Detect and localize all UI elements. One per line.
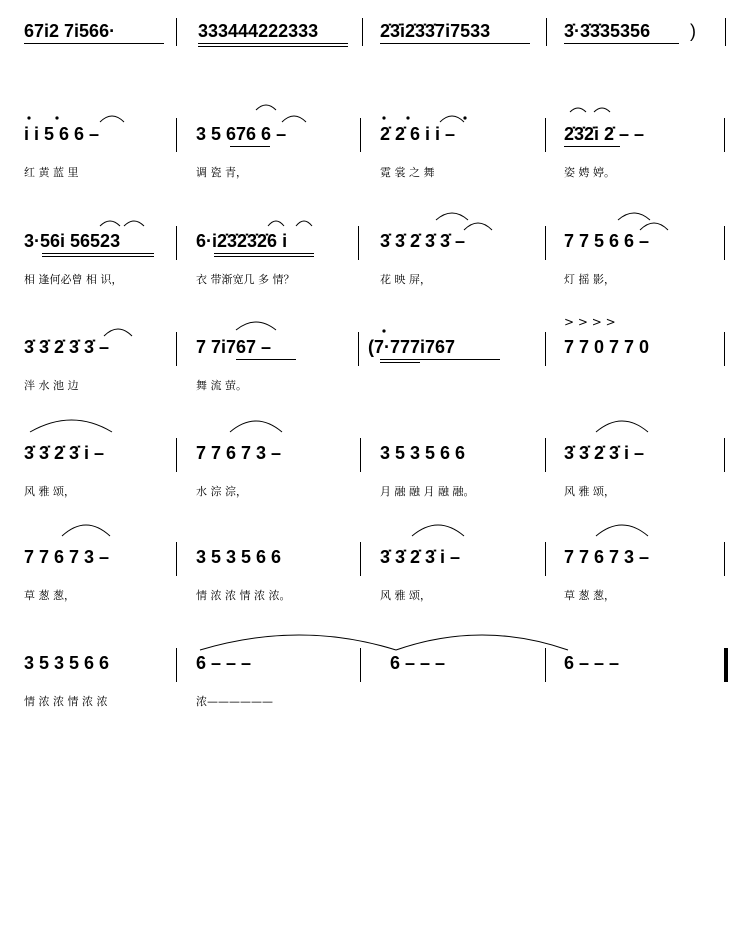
measure-notes: 3̇ 3̇ 2̇ 3̇ i – [564, 443, 645, 463]
slur [236, 322, 276, 330]
measure-notes: (7·777i767 [368, 337, 456, 357]
measure-notes: 3̇ 3̇ 2̇ 3̇ 3̇ – [380, 231, 466, 251]
lyrics: 红 黄 蓝 里 [24, 166, 79, 179]
barline [545, 648, 546, 682]
measure-notes: 7 7 6 7 3 – [196, 443, 282, 463]
octave-dot [382, 116, 385, 119]
slur [596, 525, 648, 536]
lyrics: 舞 流 萤。 [196, 379, 247, 392]
underline [380, 43, 530, 44]
slur [464, 223, 492, 230]
underline [198, 43, 348, 44]
octave-dot [27, 116, 30, 119]
underline [214, 253, 314, 254]
measure-notes: 7 7i767 – [196, 337, 272, 357]
barline [724, 118, 725, 152]
final-barline [724, 648, 728, 682]
slur [296, 221, 312, 226]
lyrics: 浓—————— [196, 695, 273, 708]
slur [104, 329, 132, 336]
slur [282, 116, 306, 122]
lyrics: 风 雅 颂， [380, 589, 431, 602]
slur [618, 213, 650, 220]
underline [380, 362, 420, 363]
slur [268, 221, 284, 226]
measure-notes: 7 7 6 7 3 – [24, 547, 110, 567]
measure-notes: 3̇ 3̇ 2̇ 3̇ 3̇ – [24, 337, 110, 357]
barline [724, 438, 725, 472]
measure-notes: 3̇ 3̇ 2̇ 3̇ i – [380, 547, 461, 567]
barline [724, 332, 725, 366]
octave-dot [382, 329, 385, 332]
lyrics: 霓 裳 之 舞 [380, 166, 435, 179]
slur [256, 105, 276, 110]
slur [436, 213, 468, 220]
measure-notes: 333444222333 [198, 21, 319, 41]
measure-notes: 3̇·3̇3̇35356 [564, 21, 651, 41]
measure-notes: 3 5 3 5 6 6 [24, 653, 110, 673]
lyrics: 草 葱 葱， [564, 589, 615, 602]
slur [62, 525, 110, 536]
slur [100, 221, 120, 226]
slur [640, 223, 668, 230]
measure-notes: 3 5 3 5 6 6 [380, 443, 466, 463]
lyrics: 花 映 屏， [380, 273, 431, 286]
lyrics: 水 淙 淙， [196, 485, 247, 498]
barline [545, 438, 546, 472]
close-paren: ) [690, 21, 696, 41]
measure-notes: 6·i2̇3̇2̇3̇2̇6 i [196, 231, 288, 251]
barline [360, 118, 361, 152]
slur [570, 108, 586, 112]
lyrics: 相 逢何必曾 相 识， [24, 273, 123, 286]
measure-notes: 3 5 676 6 – [196, 124, 287, 144]
barline [545, 226, 546, 260]
octave-dot [55, 116, 58, 119]
lyrics: 风 雅 颂， [24, 485, 75, 498]
lyrics: 情 浓 浓 情 浓 浓 [24, 695, 108, 708]
measure-notes: 2̇3̇i2̇3̇3̇7i7533 [380, 21, 491, 41]
measure-notes: 6 – – – [196, 653, 252, 673]
lyrics: 衣 带渐宽几 多 情？ [196, 273, 295, 286]
lyrics: 风 雅 颂， [564, 485, 615, 498]
barline [546, 18, 547, 46]
measure-notes: 7 7 5 6 6 – [564, 231, 650, 251]
underline [214, 256, 314, 257]
barline [545, 118, 546, 152]
barline [724, 226, 725, 260]
barline [724, 542, 725, 576]
slur [596, 421, 648, 432]
underline [24, 43, 164, 44]
measure-notes: 7 7 0 7 7 0 [564, 337, 650, 357]
measure-notes: 6 – – – [390, 653, 446, 673]
measure-notes: 3 5 3 5 6 6 [196, 547, 282, 567]
barline [545, 542, 546, 576]
barline [360, 542, 361, 576]
barline [360, 438, 361, 472]
measure-notes: 67i2 7i566· [24, 21, 116, 41]
lyrics: 灯 摇 影， [564, 273, 615, 286]
barline [176, 18, 177, 46]
barline [176, 438, 177, 472]
barline [176, 226, 177, 260]
slur [230, 421, 282, 432]
underline [236, 359, 296, 360]
underline [198, 46, 348, 47]
octave-dot [463, 116, 466, 119]
lyrics: 泮 水 池 边 [24, 379, 79, 392]
barline [545, 332, 546, 366]
lyrics: 月 融 融 月 融 融。 [380, 485, 475, 498]
octave-dot [406, 116, 409, 119]
barline [362, 18, 363, 46]
lyrics: 情 浓 浓 情 浓 浓。 [196, 589, 291, 602]
barline [358, 226, 359, 260]
lyrics: 调 瓷 青， [196, 166, 247, 179]
underline [564, 146, 620, 147]
barline [358, 332, 359, 366]
barline [360, 648, 361, 682]
tie [396, 635, 568, 650]
measure-notes: 6 – – – [564, 653, 620, 673]
measure-notes: 3̇ 3̇ 2̇ 3̇ i – [24, 443, 105, 463]
barline [176, 118, 177, 152]
barline [176, 332, 177, 366]
underline [230, 146, 270, 147]
tie [200, 635, 396, 650]
slur [412, 525, 464, 536]
slur [30, 420, 112, 432]
measure-notes: 2̇ 2̇ 6 i i – [380, 124, 456, 144]
underline [380, 359, 500, 360]
underline [42, 256, 154, 257]
barline [725, 18, 726, 46]
underline [42, 253, 154, 254]
slur [440, 116, 464, 122]
barline [176, 542, 177, 576]
underline [564, 43, 679, 44]
slur [124, 221, 144, 226]
lyrics: 姿 娉 婷。 [564, 166, 615, 179]
measure-notes: 2̇3̇2̇i 2̇ – – [564, 124, 645, 144]
measure-notes: 3·56i 56523 [24, 231, 121, 251]
slur [594, 108, 610, 112]
barline [176, 648, 177, 682]
lyrics: 草 葱 葱， [24, 589, 75, 602]
measure-notes: 7 7 6 7 3 – [564, 547, 650, 567]
measure-notes: i i 5 6 6 – [24, 124, 100, 144]
accent-marks: > > > > [564, 315, 616, 329]
slur [100, 116, 124, 122]
